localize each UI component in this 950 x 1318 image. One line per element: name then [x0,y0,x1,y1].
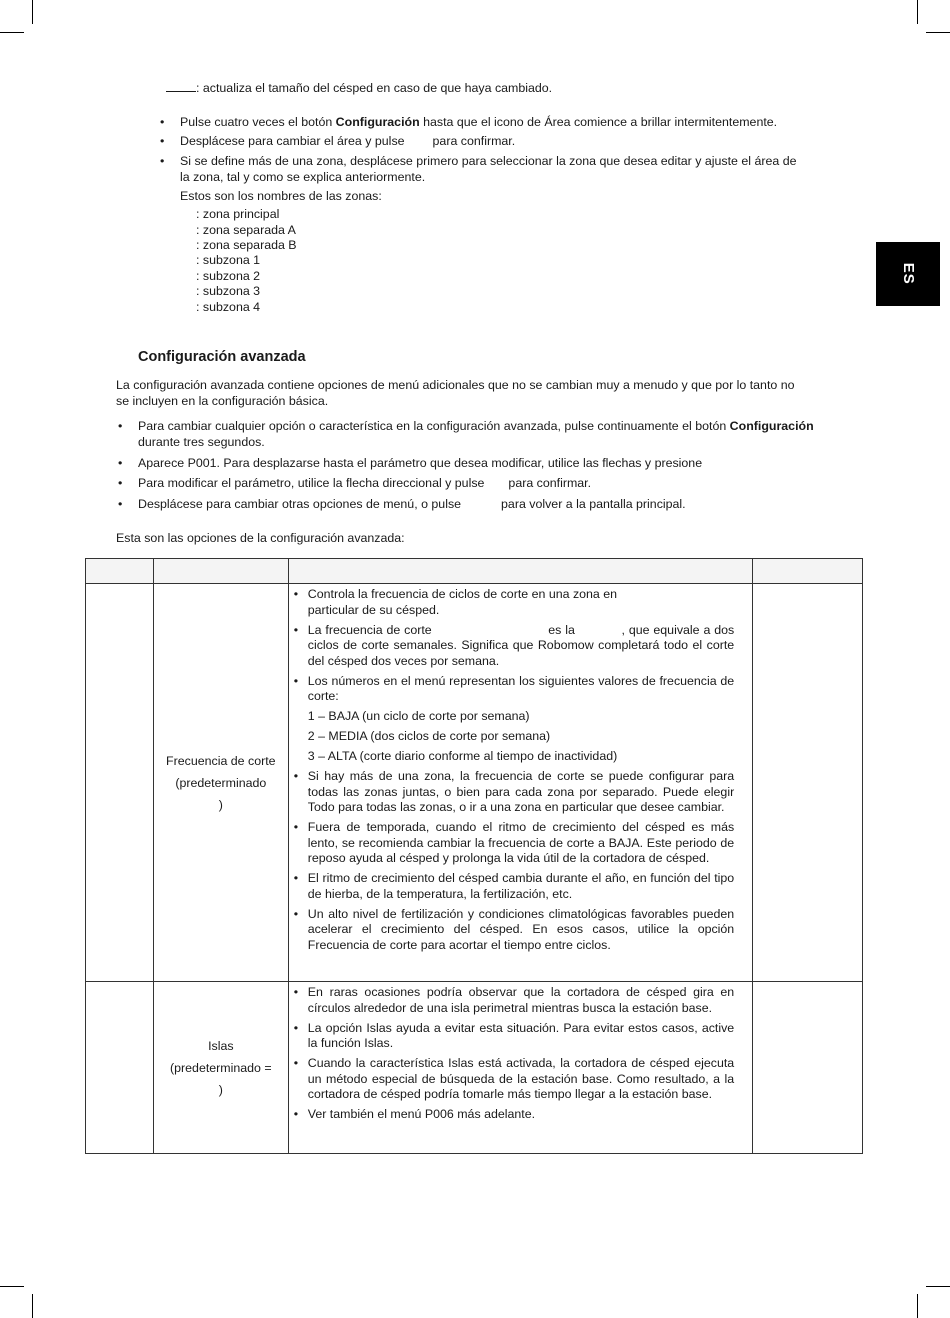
zone-name: : subzona 3 [196,284,261,298]
section-title: Configuración avanzada [138,349,306,365]
crop-mark [0,32,24,33]
zone-name: : subzona 4 [196,300,261,314]
zone-name: : zona separada B [196,238,297,252]
frequency-value: 2 – MEDIA (dos ciclos de corte por semana) [307,729,551,743]
language-tab [876,242,940,306]
table-cell [86,584,154,982]
blank-field [166,81,196,92]
table-row [86,982,863,1154]
section-intro: La configuración avanzada contiene opciones de menú adicionales que no se cambian muy a menudo y que por lo tanto no se incluyen en la configuración básica. [116,378,795,408]
table-row [86,584,863,982]
list-item: • La frecuencia de corte es la , que equivale a dos ciclos de corte semanales. Significa que Robomow completará todo el corte del césped dos veces por semana. [294,623,734,670]
zones-intro: Estos son los nombres de las zonas: [180,189,382,203]
crop-mark [32,1294,33,1318]
list-item: • Controla la frecuencia de ciclos de corte en una zona en particular de su césped. [294,587,734,618]
option-name-cell: Islas (predeterminado = ) [153,982,288,1154]
table-intro: Esta son las opciones de la configuración avanzada: [116,531,405,545]
list-item: • Los números en el menú representan los siguientes valores de frecuencia de corte: [294,674,734,705]
option-description-cell [288,982,752,1154]
list-item: • Si hay más de una zona, la frecuencia de corte se puede configurar para todas las zonas juntas, o bien para cada zona por separado. Puede elegir Todo para todas las zonas, o ir a una zona en particular que desee cambiar. [294,769,734,816]
table-header-cell [86,559,154,584]
option-description-cell [288,584,752,982]
crop-mark [926,32,950,33]
table-cell [753,584,863,982]
zone-name: : subzona 2 [196,269,261,283]
table-header-cell [153,559,288,584]
crop-mark [32,0,33,24]
zone-name: : zona principal [196,207,280,221]
list-item: • Cuando la característica Islas está activada, la cortadora de césped ejecuta un método especial de búsqueda de la estación base. Como resultado, a la cortadora de césped podría tomarle más tiempo llegar a la estación base. [294,1056,734,1103]
list-item: • El ritmo de crecimiento del césped cambia durante el año, en función del tipo de hierba, de la temperatura, la fertilización, etc. [294,871,734,902]
frequency-value: 1 – BAJA (un ciclo de corte por semana) [307,709,530,723]
table-header-cell [753,559,863,584]
frequency-value: 3 – ALTA (corte diario conforme al tiempo de inactividad) [307,749,618,763]
list-item: • Un alto nivel de fertilización y condiciones climatológicas favorables pueden acelerar el crecimiento del césped. En esos casos, utilice la opción Frecuencia de corte para acortar el tiempo entre ciclos. [294,907,734,954]
options-table [85,558,863,1154]
intro-line: : actualiza el tamaño del césped en caso de que haya cambiado. [166,81,552,97]
language-tab-label: ES [899,262,917,286]
table-cell [86,982,154,1154]
list-item: • Ver también el menú P006 más adelante. [294,1107,734,1123]
zone-name: : zona separada A [196,223,296,237]
list-item: • La opción Islas ayuda a evitar esta situación. Para evitar estos casos, active la función Islas. [294,1021,734,1052]
list-item: • En raras ocasiones podría observar que la cortadora de césped gira en círculos alrededor de una isla perimetral mientras busca la estación base. [294,985,734,1016]
table-header-row [86,559,863,584]
crop-mark [917,0,918,24]
option-name-cell: Frecuencia de corte (predeterminado ) [153,584,288,982]
list-item: • Fuera de temporada, cuando el ritmo de crecimiento del césped es más lento, se recomienda cambiar la frecuencia de corte a BAJA. Este periodo de reposo ayuda al césped y prolonga la vida útil de la cortadora de césped. [294,820,734,867]
zone-name: : subzona 1 [196,253,261,267]
table-cell [753,982,863,1154]
crop-mark [0,1286,24,1287]
table-header-cell [288,559,752,584]
crop-mark [917,1294,918,1318]
crop-mark [926,1286,950,1287]
